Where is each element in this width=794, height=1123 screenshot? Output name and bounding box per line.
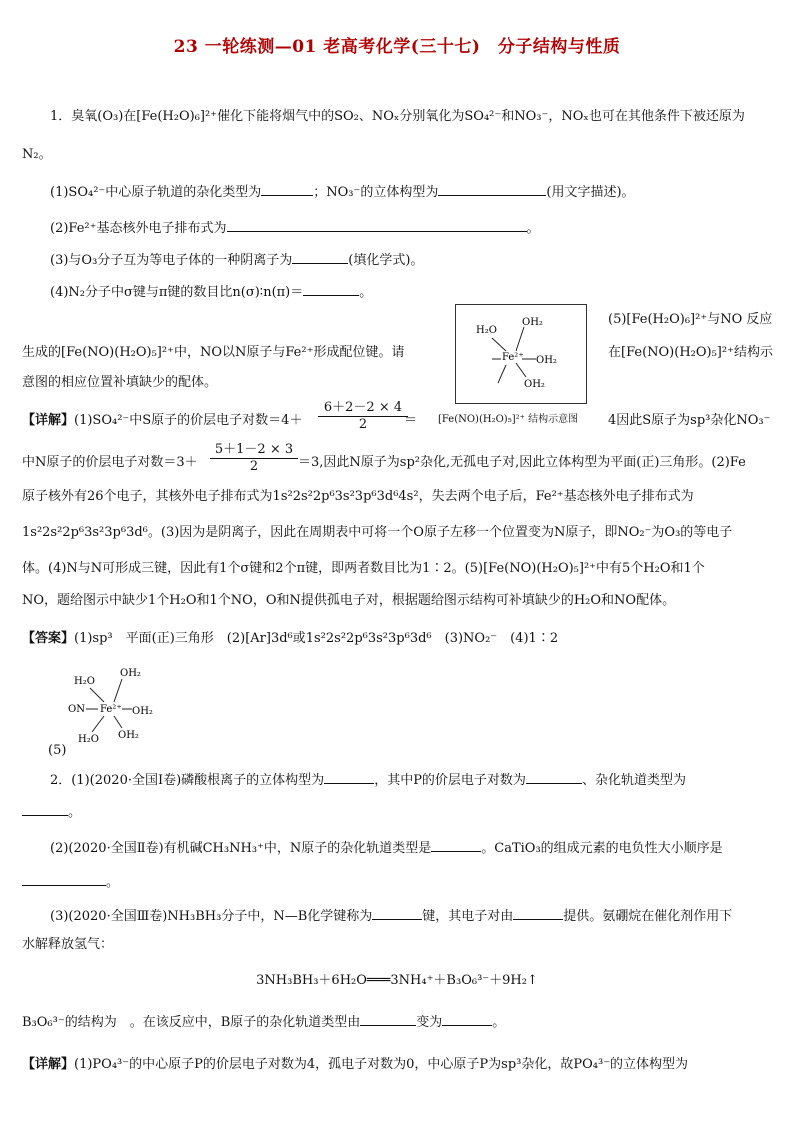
bond-line [92,716,104,732]
answer-blank [360,1012,416,1026]
q2-part3-line3: B₃O₆³⁻的结构为 。在该反应中，B原子的杂化轨道类型由 变为 。 [22,1012,772,1032]
answer-blank [526,770,582,784]
q2-part3-line2: 水解释放氢气： [22,937,114,952]
answer-blank [442,1012,492,1026]
q2-part1-line2: 。 [22,802,772,822]
page-title: 23 一轮练测—01 老高考化学(三十七) 分子结构与性质 [173,37,621,57]
answer1-part5: (5) [48,743,67,758]
answer-blank [227,218,527,232]
q1-part5-right1: (5)[Fe(H₂O)₆]²⁺与NO 反应 [608,312,773,327]
q1-part1: (1)SO₄²⁻中心原子轨道的杂化类型为 ；NO₃⁻的立体构型为 (用文字描述)。 [50,182,794,202]
ligand-label: OH₂ [522,317,543,328]
q2-part2: (2)(2020·全国Ⅱ卷)有机碱CH₃NH₃⁺中，N原子的杂化轨道类型是 。CaTiO₃的组成元素的电负性大小顺序是 [50,838,794,858]
q1-part2: (2)Fe²⁺基态核外电子排布式为 。 [50,218,794,238]
answer-diagram-svg [60,662,170,748]
metal-label: Fe²⁺ [502,352,524,363]
q2-part1: 2．(1)(2020·全国Ⅰ卷)磷酸根离子的立体构型为 ，其中P的价层电子对数为 、杂化轨道类型为 [50,770,794,790]
answer-blank [261,182,313,196]
answer-blank [303,282,359,296]
bond-line [114,716,122,728]
answer-blank [292,250,348,264]
bond-line [516,363,526,377]
ligand-label: OH₂ [120,668,141,679]
q1-part4: (4)N₂分子中σ键与π键的数目比n(σ)∶n(π)＝ 。 [50,282,794,302]
q1-part5-left2: 生成的[Fe(NO)(H₂O)₅]²⁺中，NO以N原子与Fe²⁺形成配位键。请 [22,345,405,360]
ligand-label: OH₂ [536,355,557,366]
fraction-2: 5＋1－2 × 3 2 [210,442,298,475]
ligand-label: ON [68,704,85,715]
detail1-line4: 1s²2s²2p⁶3s²3p⁶3d⁶。(3)因为是阴离子，因此在周期表中可将一个O原子左移一个位置变为N原子，即NO₂⁻为O₃的等电子 [22,525,733,540]
q2-part3: (3)(2020·全国Ⅲ卷)NH₃BH₃分子中，N—B化学键称为 键，其电子对由 提供。氨硼烷在催化剂作用下 [50,906,794,926]
ligand-label: OH₂ [118,730,139,741]
answer-structure-diagram [60,662,170,748]
q1-line1: 1．臭氧(O₃)在[Fe(H₂O)₆]²⁺催化下能将烟气中的SO₂、NOₓ分别氧化为SO₄²⁻和NO₃⁻，NOₓ也可在其他条件下被还原为 [50,109,745,124]
detail1-line2a: 中N原子的价层电子对数＝3＋ [22,455,198,470]
detail1-line1: 【详解】(1)SO₄²⁻中S原子的价层电子对数＝4＋ [22,413,303,428]
answer-blank [22,802,68,816]
reaction-equation: 3NH₃BH₃＋6H₂O═══3NH₄⁺＋B₃O₆³⁻＋9H₂↑ [256,973,538,988]
bond-line [498,365,506,383]
ligand-label: H₂O [476,325,497,336]
answer1-line: 【答案】(1)sp³ 平面(正)三角形 (2)[Ar]3d⁶或1s²2s²2p⁶3s²3p⁶3d⁶ (3)NO₂⁻ (4)1∶2 [22,631,559,646]
ligand-label: OH₂ [132,706,153,717]
detail2-line1: 【详解】(1)PO₄³⁻的中心原子P的价层电子对数为4，孤电子对数为0，中心原子P为sp³杂化，故PO₄³⁻的立体构型为 [22,1057,689,1072]
equals-sign: ＝ [404,413,418,428]
detail1-line2b: ＝3,因此N原子为sp²杂化,无孤电子对,因此立体构型为平面(正)三角形。(2)Fe [298,455,746,470]
bond-line [114,679,122,702]
bond-line [516,327,524,351]
q1-part3: (3)与O₃分子互为等电子体的一种阴离子为 (填化学式)。 [50,250,794,270]
bond-line [90,688,104,702]
q1-part5-left3: 意图的相应位置补填缺少的配体。 [22,375,218,390]
detail1-line3: 原子核外有26个电子，其核外电子排布式为1s²2s²2p⁶3s²3p⁶3d⁶4s²，失去两个电子后，Fe²⁺基态核外电子排布式为 [22,489,694,504]
answer-blank [324,770,374,784]
answer-blank [431,838,481,852]
complex-diagram-svg [456,305,586,403]
detail1-line6: NO，题给图示中缺少1个H₂O和1个NO，O和N提供孤电子对，根据题给图示结构可补填缺少的H₂O和NO配体。 [22,593,676,608]
answer-blank [513,906,563,920]
fraction-1: 6＋2－2 × 4 2 [318,400,408,433]
answer-blank [372,906,422,920]
answer-blank [22,872,106,886]
detail1-line1-right: 4因此S原子为sp³杂化NO₃⁻ [608,413,771,428]
ligand-label: H₂O [74,676,95,687]
answer-blank [438,182,546,196]
metal-label: Fe²⁺ [100,704,122,715]
ligand-label: H₂O [78,734,99,745]
complex-structure-diagram [455,304,587,404]
detail1-line5: 体。(4)N与N可形成三键，因此有1个σ键和2个π键，即两者数目比为1∶2。(5)[Fe(NO)(H₂O)₅]²⁺中有5个H₂O和1个 [22,561,705,576]
ligand-label: OH₂ [524,379,545,390]
diagram-caption: [Fe(NO)(H₂O)₅]²⁺ 结构示意图 [438,414,579,425]
q2-part2-line2: 。 [22,872,772,892]
bond-line [492,338,506,351]
q1-part5-right2: 在[Fe(NO)(H₂O)₅]²⁺结构示 [608,345,773,360]
q1-line2: N₂。 [22,147,52,162]
